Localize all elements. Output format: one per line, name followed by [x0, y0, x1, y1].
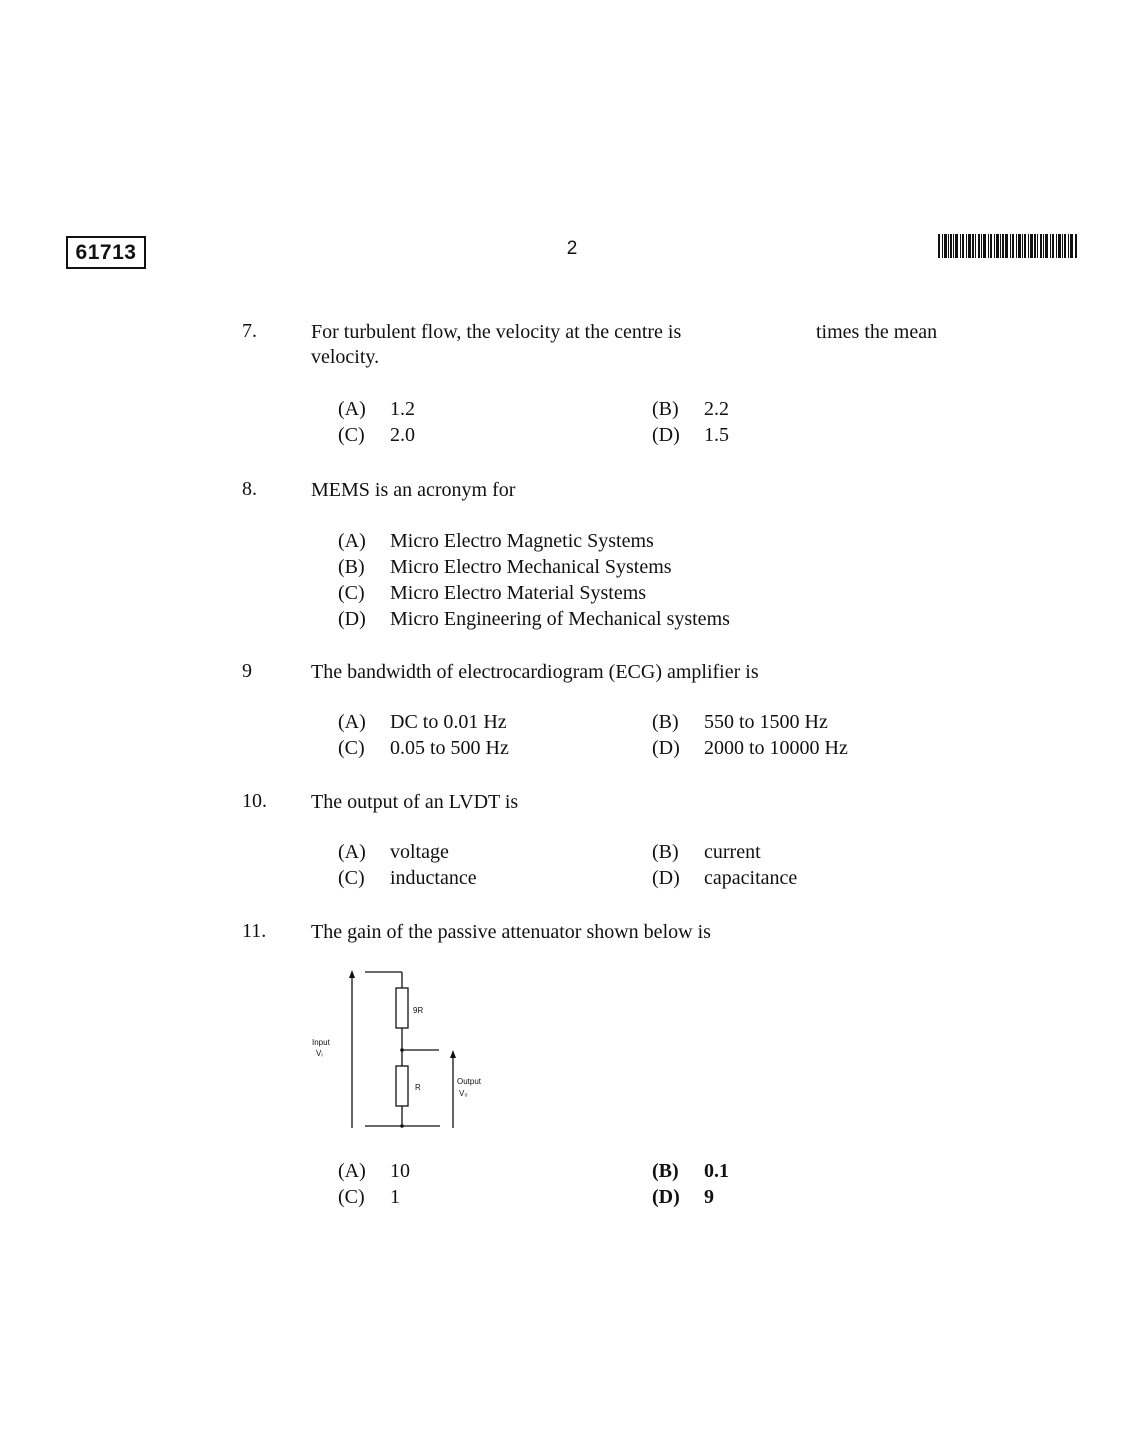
option-d: (D) 1.5	[652, 424, 729, 446]
option-b: (B) Micro Electro Mechanical Systems	[338, 556, 672, 578]
resistor-top-label: 9R	[413, 1006, 424, 1015]
question-number: 9	[242, 660, 252, 682]
option-b: (B) 0.1	[652, 1160, 729, 1182]
option-c: (C) 1	[338, 1186, 400, 1208]
question-number: 10.	[242, 790, 267, 812]
paper-code: 61713	[66, 236, 146, 269]
option-d: (D) 2000 to 10000 Hz	[652, 737, 848, 759]
barcode-icon	[938, 234, 1078, 258]
option-b: (B) current	[652, 841, 761, 863]
output-label: Output	[457, 1077, 482, 1086]
question-text: The output of an LVDT is	[311, 791, 519, 813]
option-b: (B) 550 to 1500 Hz	[652, 711, 828, 733]
resistor-bottom-label: R	[415, 1083, 421, 1092]
option-d: (D) 9	[652, 1186, 714, 1208]
input-symbol: Vᵢ	[316, 1049, 323, 1058]
option-a: (A) 10	[338, 1160, 410, 1182]
option-c: (C) Micro Electro Material Systems	[338, 582, 647, 604]
question-text: The gain of the passive attenuator shown below is	[311, 921, 711, 943]
page-number: 2	[566, 238, 578, 259]
input-label: Input	[312, 1038, 330, 1047]
option-a: (A) Micro Electro Magnetic Systems	[338, 530, 654, 552]
question-text: For turbulent flow, the velocity at the centre is times the mean velocity.	[311, 321, 938, 368]
option-a: (A) DC to 0.01 Hz	[338, 711, 507, 733]
question-text: The bandwidth of electrocardiogram (ECG) amplifier is	[311, 661, 759, 683]
question-number: 8.	[242, 478, 257, 500]
question-number: 7.	[242, 320, 257, 342]
option-b: (B) 2.2	[652, 398, 729, 420]
option-a: (A) voltage	[338, 841, 449, 863]
option-d: (D) capacitance	[652, 867, 798, 889]
question-number: 11.	[242, 920, 267, 942]
option-d: (D) Micro Engineering of Mechanical systems	[338, 608, 730, 630]
option-c: (C) 0.05 to 500 Hz	[338, 737, 509, 759]
attenuator-circuit-diagram	[308, 966, 508, 1134]
output-symbol: V₀	[459, 1089, 468, 1098]
option-a: (A) 1.2	[338, 398, 415, 420]
option-c: (C) 2.0	[338, 424, 415, 446]
option-c: (C) inductance	[338, 867, 477, 889]
question-text: MEMS is an acronym for	[311, 479, 516, 501]
